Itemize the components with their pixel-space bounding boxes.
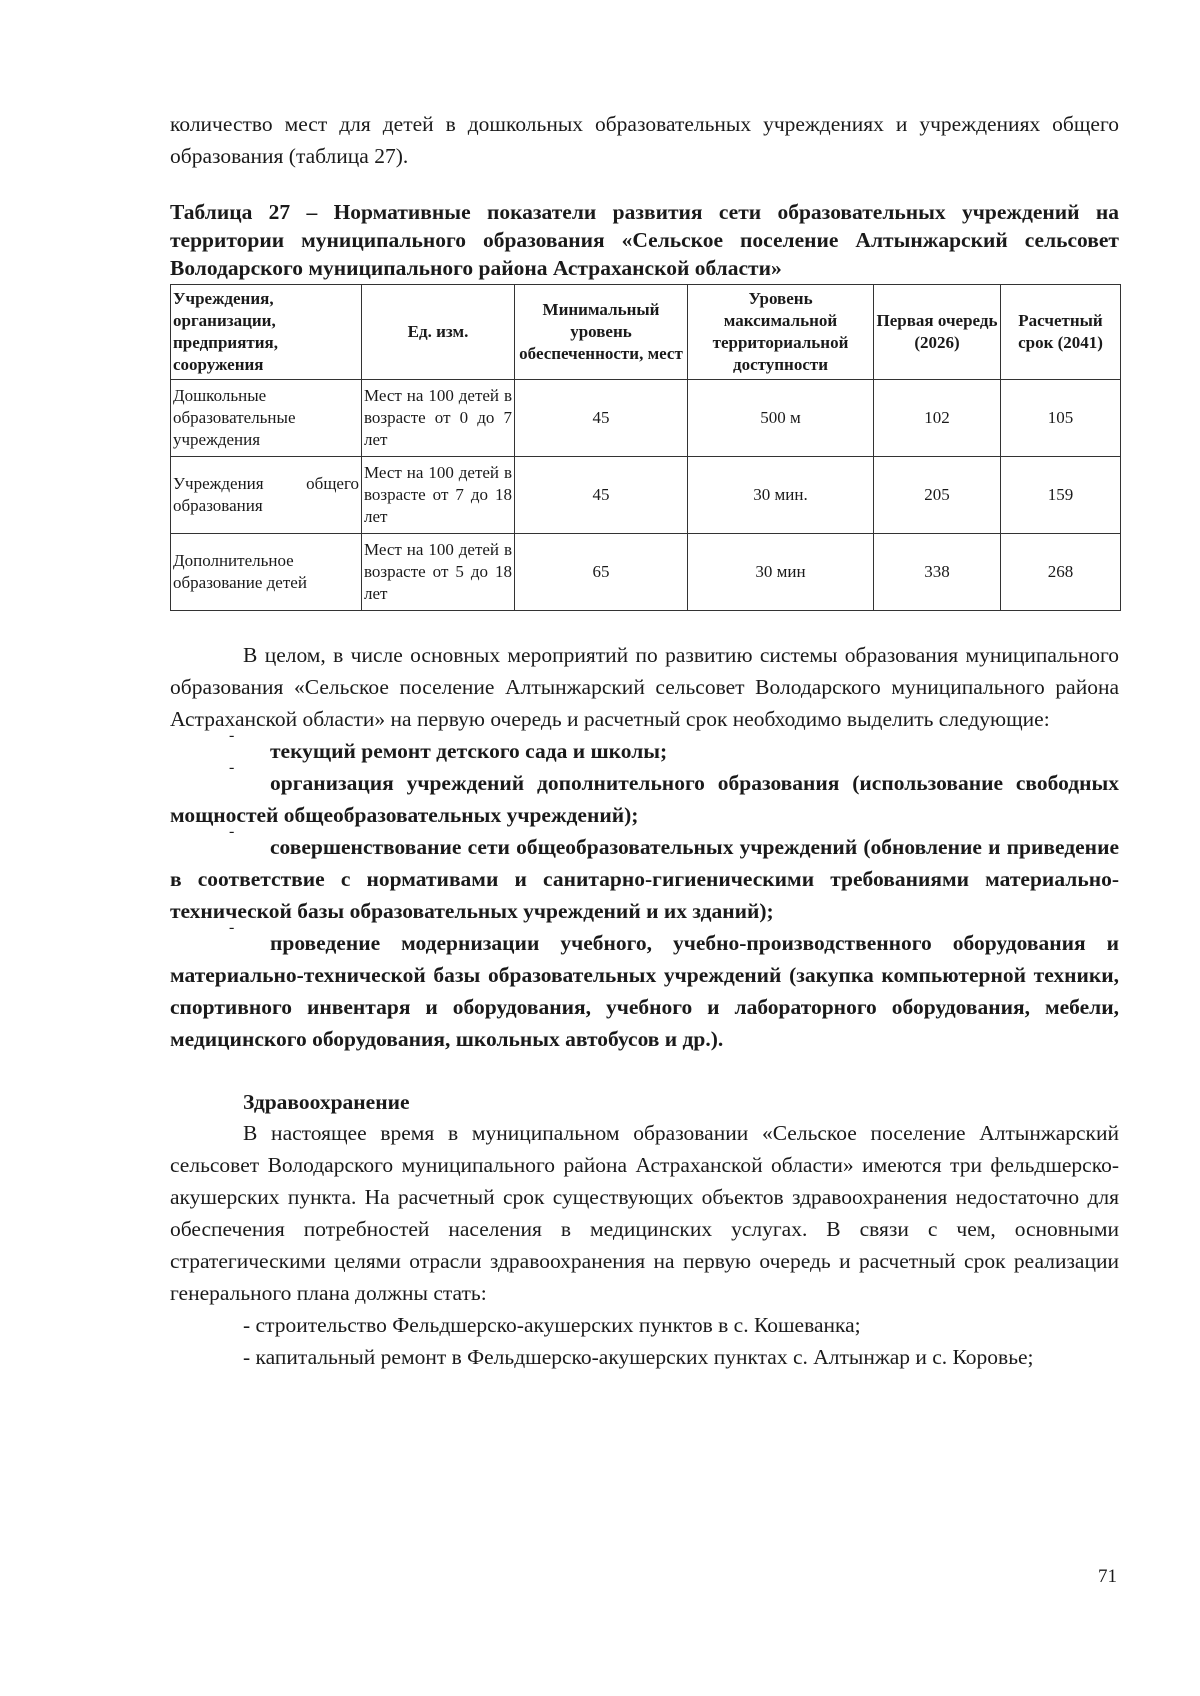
measures-intro-paragraph: В целом, в числе основных мероприятий по развитию системы образования муниципального образования «Сельское поселение Алтынжарский сельсовет Володарского муниципального района Астраханской области» на первую очередь и расчетный срок необходимо выделить следующие:	[170, 643, 1119, 731]
health-item: - строительство Фельдшерско-акушерских пунктов в с. Кошеванка;	[243, 1313, 861, 1337]
column-header: Ед. изм.	[362, 285, 515, 380]
column-header: Первая очередь (2026)	[874, 285, 1001, 380]
bullet-dash: -	[229, 919, 235, 936]
table-caption: Таблица 27 – Нормативные показатели развития сети образовательных учреждений на территории муниципального образования «Сельское поселение Алтынжарский сельсовет Володарского муниципального района Астраханской области»	[170, 200, 1119, 280]
column-header: Минимальный уровень обеспеченности, мест	[515, 285, 688, 380]
page-number: 71	[1098, 1566, 1117, 1587]
list-item-text: проведение модернизации учебного, учебно-производственного оборудования и материально-технической базы образовательных учреждений (закупка компьютерной техники, спортивного инвентаря и оборудования, учебного и лабораторного оборудования, мебели, медицинского оборудования, школьных автобусов и др.).	[170, 931, 1119, 1051]
table-cell: Мест на 100 детей в возрасте от 5 до 18 лет	[362, 534, 515, 611]
bullet-dash: -	[229, 727, 235, 744]
table-cell: Мест на 100 детей в возрасте от 0 до 7 лет	[362, 380, 515, 457]
table-cell: 205	[874, 457, 1001, 534]
table-cell: 338	[874, 534, 1001, 611]
column-header: Уровень максимальной территориальной доступности	[688, 285, 874, 380]
table-cell: Учреждения общего образования	[171, 457, 362, 534]
table-cell: 65	[515, 534, 688, 611]
table-cell: 500 м	[688, 380, 874, 457]
measures-list	[170, 727, 1119, 1055]
table-cell: 45	[515, 457, 688, 534]
table-cell: 105	[1001, 380, 1121, 457]
table-cell: Дополнительное образование детей	[171, 534, 362, 611]
list-item-text: организация учреждений дополнительного образования (использование свободных мощностей общеобразовательных учреждений);	[170, 771, 1119, 827]
column-header: Расчетный срок (2041)	[1001, 285, 1121, 380]
table-header-row	[171, 285, 1121, 380]
list-item-text: текущий ремонт детского сада и школы;	[270, 739, 668, 763]
table-cell: 159	[1001, 457, 1121, 534]
section-title-health: Здравоохранение	[243, 1090, 410, 1114]
table-row	[171, 534, 1121, 611]
list-item	[170, 759, 1119, 831]
table-cell: 45	[515, 380, 688, 457]
table-row	[171, 380, 1121, 457]
bullet-dash: -	[229, 759, 235, 776]
intro-paragraph: количество мест для детей в дошкольных образовательных учреждениях и учреждениях общего образования (таблица 27).	[170, 112, 1119, 168]
norms-table	[170, 284, 1121, 611]
list-item	[170, 727, 1119, 767]
bullet-dash: -	[229, 823, 235, 840]
column-header: Учреждения, организации, предприятия, сооружения	[171, 285, 362, 380]
list-item	[170, 919, 1119, 1055]
table-cell: 30 мин	[688, 534, 874, 611]
page-content	[170, 108, 1119, 1373]
table-cell: Мест на 100 детей в возрасте от 7 до 18 лет	[362, 457, 515, 534]
health-paragraph: В настоящее время в муниципальном образовании «Сельское поселение Алтынжарский сельсовет Володарского муниципального района Астраханской области» имеются три фельдшерско-акушерских пункта. На расчетный срок существующих объектов здравоохранения недостаточно для обеспечения потребностей населения в медицинских услугах. В связи с чем, основными стратегическими целями отрасли здравоохранения на первую очередь и расчетный срок реализации генерального плана должны стать:	[170, 1121, 1119, 1305]
table-row	[171, 457, 1121, 534]
list-item-text: совершенствование сети общеобразовательных учреждений (обновление и приведение в соответствие с нормативами и санитарно-гигиеническими требованиями материально-технической базы образовательных учреждений и их зданий);	[170, 835, 1119, 923]
health-item: - капитальный ремонт в Фельдшерско-акушерских пунктах с. Алтынжар и с. Коровье;	[243, 1345, 1034, 1369]
table-cell: 268	[1001, 534, 1121, 611]
list-item	[170, 823, 1119, 927]
table-cell: Дошкольные образовательные учреждения	[171, 380, 362, 457]
table-cell: 30 мин.	[688, 457, 874, 534]
table-cell: 102	[874, 380, 1001, 457]
